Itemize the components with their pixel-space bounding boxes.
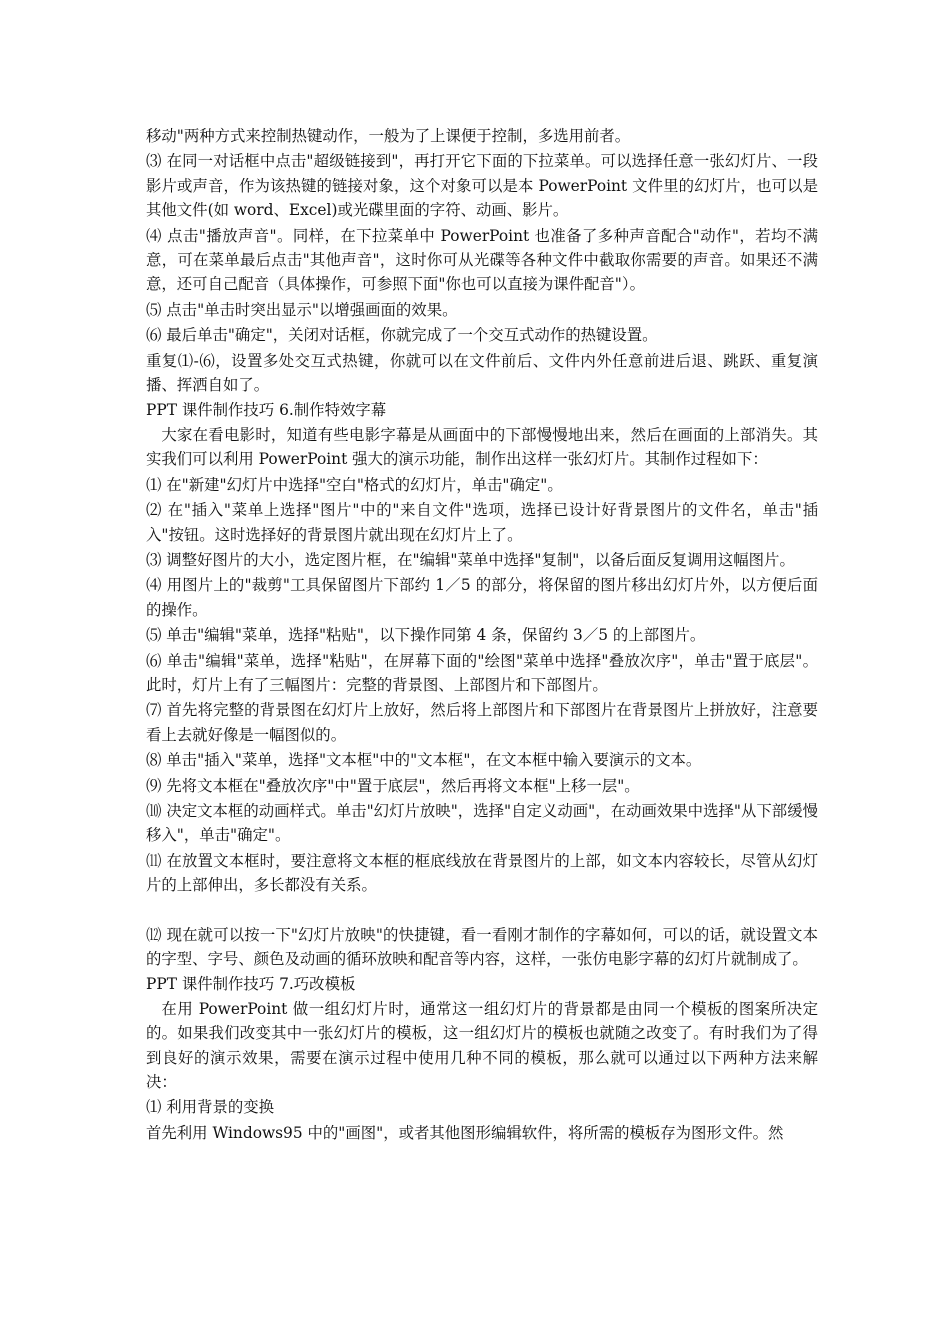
paragraph-step-3: ⑶ 在同一对话框中点击"超级链接到"，再打开它下面的下拉菜单。可以选择任意一张幻灯片、一段影片或声音，作为该热键的链接对象，这个对象可以是本 PowerPoint 文件里的幻灯片，也可以是其他文件(如 word、Excel)或光碟里面的字符、动画、影片。 [146, 152, 818, 220]
paragraph-sub-step-8: ⑻ 单击"插入"菜单，选择"文本框"中的"文本框"，在文本框中输入要演示的文本。 [146, 751, 702, 770]
paragraph-step-5: ⑸ 点击"单击时突出显示"以增强画面的效果。 [146, 300, 458, 319]
paragraph-step-6: ⑹ 最后单击"确定"，关闭对话框，你就完成了一个交互式动作的热键设置。 [146, 326, 658, 345]
paragraph-method-1-text: 首先利用 Windows95 中的"画图"，或者其他图形编辑软件，将所需的模板存为图形文件。然 [146, 1123, 784, 1142]
paragraph-continuation: 移动"两种方式来控制热键动作，一般为了上课便于控制，多选用前者。 [146, 127, 631, 145]
paragraph-sub-step-6: ⑹ 单击"编辑"菜单，选择"粘贴"，在屏幕下面的"绘图"菜单中选择"叠放次序"，单击"置于底层"。此时，灯片上有了三幅图片：完整的背景图、上部图片和下部图片。 [146, 651, 818, 694]
paragraph-intro-subtitles: 大家在看电影时，知道有些电影字幕是从画面中的下部慢慢地出来，然后在画面的上部消失。其实我们可以利用 PowerPoint 强大的演示功能，制作出这样一张幻灯片。其制作过程如下： [146, 425, 818, 469]
paragraph-method-1-title: ⑴ 利用背景的变换 [146, 1098, 275, 1117]
paragraph-sub-step-1: ⑴ 在"新建"幻灯片中选择"空白"格式的幻灯片，单击"确定"。 [146, 475, 563, 494]
document-body [146, 124, 818, 1146]
paragraph-sub-step-12: ⑿ 现在就可以按一下"幻灯片放映"的快捷键，看一看刚才制作的字幕如何，可以的话，就设置文本的字型、字号、颜色及动画的循环放映和配音等内容，这样，一张仿电影字幕的幻灯片就制成了。 [146, 925, 818, 968]
paragraph-sub-step-7: ⑺ 首先将完整的背景图在幻灯片上放好，然后将上部图片和下部图片在背景图片上拼放好，注意要看上去就好像是一幅图似的。 [146, 701, 818, 744]
section-heading-6: PPT 课件制作技巧 6.制作特效字幕 [146, 401, 387, 420]
paragraph-sub-step-3: ⑶ 调整好图片的大小，选定图片框，在"编辑"菜单中选择"复制"，以备后面反复调用这幅图片。 [146, 550, 795, 569]
paragraph-sub-step-2: ⑵ 在"插入"菜单上选择"图片"中的"来自文件"选项，选择已设计好背景图片的文件名，单击"插入"按钮。这时选择好的背景图片就出现在幻灯片上了。 [146, 501, 818, 544]
paragraph-step-4: ⑷ 点击"播放声音"。同样，在下拉菜单中 PowerPoint 也准备了多种声音配合"动作"，若均不满意，可在菜单最后点击"其他声音"，这时你可从光碟等各种文件中截取你需要的声音。如果还不满意，还可自己配音（具体操作，可参照下面"你也可以直接为课件配音"）。 [146, 226, 818, 294]
section-heading-7: PPT 课件制作技巧 7.巧改模板 [146, 975, 356, 994]
paragraph-sub-step-9: ⑼ 先将文本框在"叠放次序"中"置于底层"，然后再将文本框"上移一层"。 [146, 776, 640, 795]
paragraph-intro-templates: 在用 PowerPoint 做一组幻灯片时，通常这一组幻灯片的背景都是由同一个模板的图案所决定的。如果我们改变其中一张幻灯片的模板，这一组幻灯片的模板也就随之改变了。有时我们为了得到良好的演示效果，需要在演示过程中使用几种不同的模板，那么就可以通过以下两种方法来解决： [146, 999, 818, 1092]
paragraph-sub-step-11: ⑾ 在放置文本框时，要注意将文本框的框底线放在背景图片的上部，如文本内容较长，尽管从幻灯片的上部伸出，多长都没有关系。 [146, 851, 818, 895]
paragraph-sub-step-10: ⑽ 决定文本框的动画样式。单击"幻灯片放映"，选择"自定义动画"，在动画效果中选择"从下部缓慢移入"，单击"确定"。 [146, 801, 818, 845]
paragraph-sub-step-4: ⑷ 用图片上的"裁剪"工具保留图片下部约 1／5 的部分，将保留的图片移出幻灯片外，以方便后面的操作。 [146, 576, 818, 619]
paragraph-sub-step-5: ⑸ 单击"编辑"菜单，选择"粘贴"，以下操作同第 4 条，保留约 3／5 的上部图片。 [146, 626, 706, 645]
paragraph-repeat: 重复⑴-⑹，设置多处交互式热键，你就可以在文件前后、文件内外任意前进后退、跳跃、重复演播、挥洒自如了。 [146, 351, 818, 395]
blank-line [146, 899, 818, 923]
